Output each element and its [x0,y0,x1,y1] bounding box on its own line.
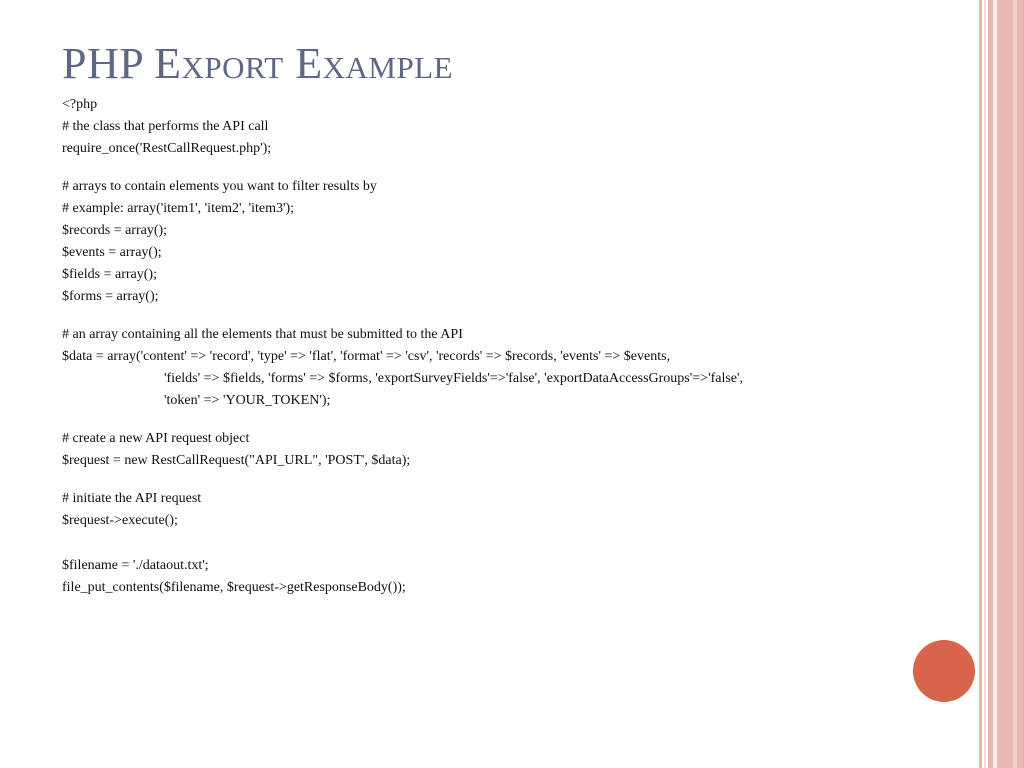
code-line: $events = array(); [62,245,162,260]
code-line: $request = new RestCallRequest("API_URL", 'POST', $data); [62,453,411,468]
code-line: # initiate the API request [62,491,202,506]
code-line: $filename = './dataout.txt'; [62,558,209,573]
code-line: $request->execute(); [62,513,178,528]
code-block [62,94,962,599]
decorative-stripe [979,0,982,768]
code-line: # arrays to contain elements you want to filter results by [62,179,377,194]
decorative-stripe [997,0,1024,768]
code-line: # example: array('item1', 'item2', 'item3'); [62,201,295,216]
code-line: 'fields' => $fields, 'forms' => $forms, 'exportSurveyFields'=>'false', 'exportDataAccessGroups'=>'false', [164,371,744,386]
code-line: $data = array('content' => 'record', 'type' => 'flat', 'format' => 'csv', 'records' => $records, 'events' => $events, [62,349,671,364]
decorative-stripe [984,0,986,768]
code-line: require_once('RestCallRequest.php'); [62,141,272,156]
slide-title: PHP Export Example [62,39,454,88]
code-line: <?php [62,97,98,112]
code-line: $forms = array(); [62,289,159,304]
code-line: # the class that performs the API call [62,119,269,134]
code-line: # create a new API request object [62,431,250,446]
accent-circle [913,640,975,702]
code-line: # an array containing all the elements that must be submitted to the API [62,327,463,342]
code-line: $fields = array(); [62,267,157,282]
code-line: $records = array(); [62,223,168,238]
code-line: file_put_contents($filename, $request->getResponseBody()); [62,580,406,595]
code-line: 'token' => 'YOUR_TOKEN'); [164,393,331,408]
decorative-stripe [1013,0,1017,768]
